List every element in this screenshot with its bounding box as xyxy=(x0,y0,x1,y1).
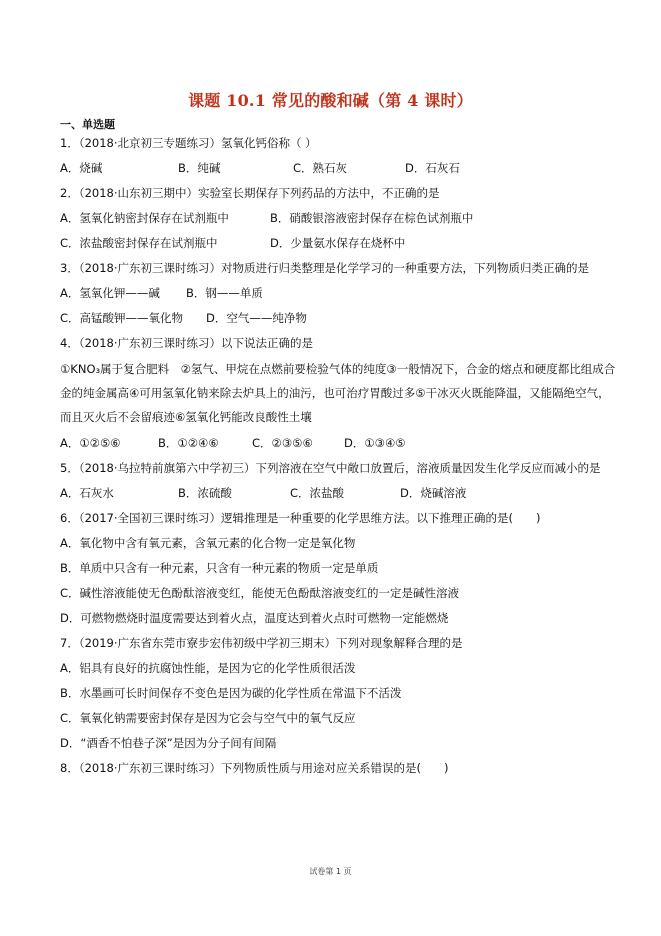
q6-option-c: C．碱性溶液能使无色酚酞溶液变红，能使无色酚酞溶液变红的一定是碱性溶液 xyxy=(60,586,460,600)
q5-option-d: D．烧碱溶液 xyxy=(400,486,467,500)
question-3-stem: 3．（2018·广东初三课时练习）对物质进行归类整理是化学学习的一种重要方法，下列物质归类正确的是 xyxy=(60,261,589,275)
q3-option-c: C．高锰酸钾——氧化物 xyxy=(60,311,184,325)
question-5-stem: 5．（2018·乌拉特前旗第六中学初三）下列溶液在空气中敞口放置后，溶液质量因发生化学反应而减小的是 xyxy=(60,461,601,475)
question-2-stem: 2．（2018·山东初三期中）实验室长期保存下列药品的方法中，不正确的是 xyxy=(60,186,440,200)
q6-option-a: A．氧化物中含有氧元素，含氧元素的化合物一定是氧化物 xyxy=(60,536,356,550)
question-4-stem: 4．（2018·广东初三课时练习）以下说法正确的是 xyxy=(60,336,313,350)
question-1-stem: 1．（2018·北京初三专题练习）氢氧化钙俗称（ ） xyxy=(60,136,317,150)
q4-option-b: B．①②④⑥ xyxy=(158,436,219,450)
page-title: 课题 10.1 常见的酸和碱（第 4 课时） xyxy=(188,91,473,110)
q1-option-d: D．石灰石 xyxy=(405,161,460,175)
q6-option-b: B．单质中只含有一种元素，只含有一种元素的物质一定是单质 xyxy=(60,561,379,575)
q2-option-c: C．浓盐酸密封保存在试剂瓶中 xyxy=(60,236,218,250)
q2-option-b: B．硝酸银溶液密封保存在棕色试剂瓶中 xyxy=(270,211,474,225)
q7-option-b: B．水墨画可长时间保存不变色是因为碳的化学性质在常温下不活泼 xyxy=(60,686,402,700)
q3-option-d: D．空气——纯净物 xyxy=(206,311,307,325)
q4-option-d: D．①③④⑤ xyxy=(344,436,406,450)
q6-option-d: D．可燃物燃烧时温度需要达到着火点，温度达到着火点时可燃物一定能燃烧 xyxy=(60,611,449,625)
page-footer: 试卷第 1 页 xyxy=(309,867,352,876)
q5-option-a: A．石灰水 xyxy=(60,486,114,500)
q5-option-b: B．浓硫酸 xyxy=(178,486,232,500)
q1-option-c: C．熟石灰 xyxy=(293,161,348,175)
q2-option-a: A．氢氧化钠密封保存在试剂瓶中 xyxy=(60,211,229,225)
question-4-statements: ①KNO₃属于复合肥料 ②氢气、甲烷在点燃前要检验气体的纯度③一般情况下，合金的熔点和硬度都比组成合金的纯金属高④可用氢氧化钠来除去炉具上的油污，也可治疗胃酸过多⑤干冰灭火既能降温，又能隔绝空气，而且灭火后不会留痕迹⑥氢氧化钙能改良酸性土壤 xyxy=(60,362,616,424)
q7-option-d: D．“酒香不怕巷子深”是因为分子间有间隔 xyxy=(60,736,277,750)
q7-option-c: C．氧氧化钠需要密封保存是因为它会与空气中的氧气反应 xyxy=(60,711,356,725)
q5-option-c: C．浓盐酸 xyxy=(290,486,345,500)
question-7-stem: 7．（2019·广东省东莞市寮步宏伟初级中学初三期末）下列对现象解释合理的是 xyxy=(60,636,463,650)
q7-option-a: A．铝具有良好的抗腐蚀性能，是因为它的化学性质很活泼 xyxy=(60,661,356,675)
q2-option-d: D．少量氨水保存在烧杯中 xyxy=(270,236,406,250)
question-8-stem: 8．（2018·广东初三课时练习）下列物质性质与用途对应关系错误的是( ) xyxy=(60,761,449,775)
q3-option-b: B．钢——单质 xyxy=(186,286,263,300)
section-heading: 一、单选题 xyxy=(60,118,115,131)
question-6-stem: 6．（2017·全国初三课时练习）逻辑推理是一种重要的化学思维方法。以下推理正确的是( ) xyxy=(60,511,541,525)
q1-option-a: A．烧碱 xyxy=(60,161,103,175)
q1-option-b: B．纯碱 xyxy=(178,161,221,175)
q4-option-a: A．①②⑤⑥ xyxy=(60,436,121,450)
q4-option-c: C．②③⑤⑥ xyxy=(252,436,313,450)
q3-option-a: A．氢氧化钾——碱 xyxy=(60,286,160,300)
